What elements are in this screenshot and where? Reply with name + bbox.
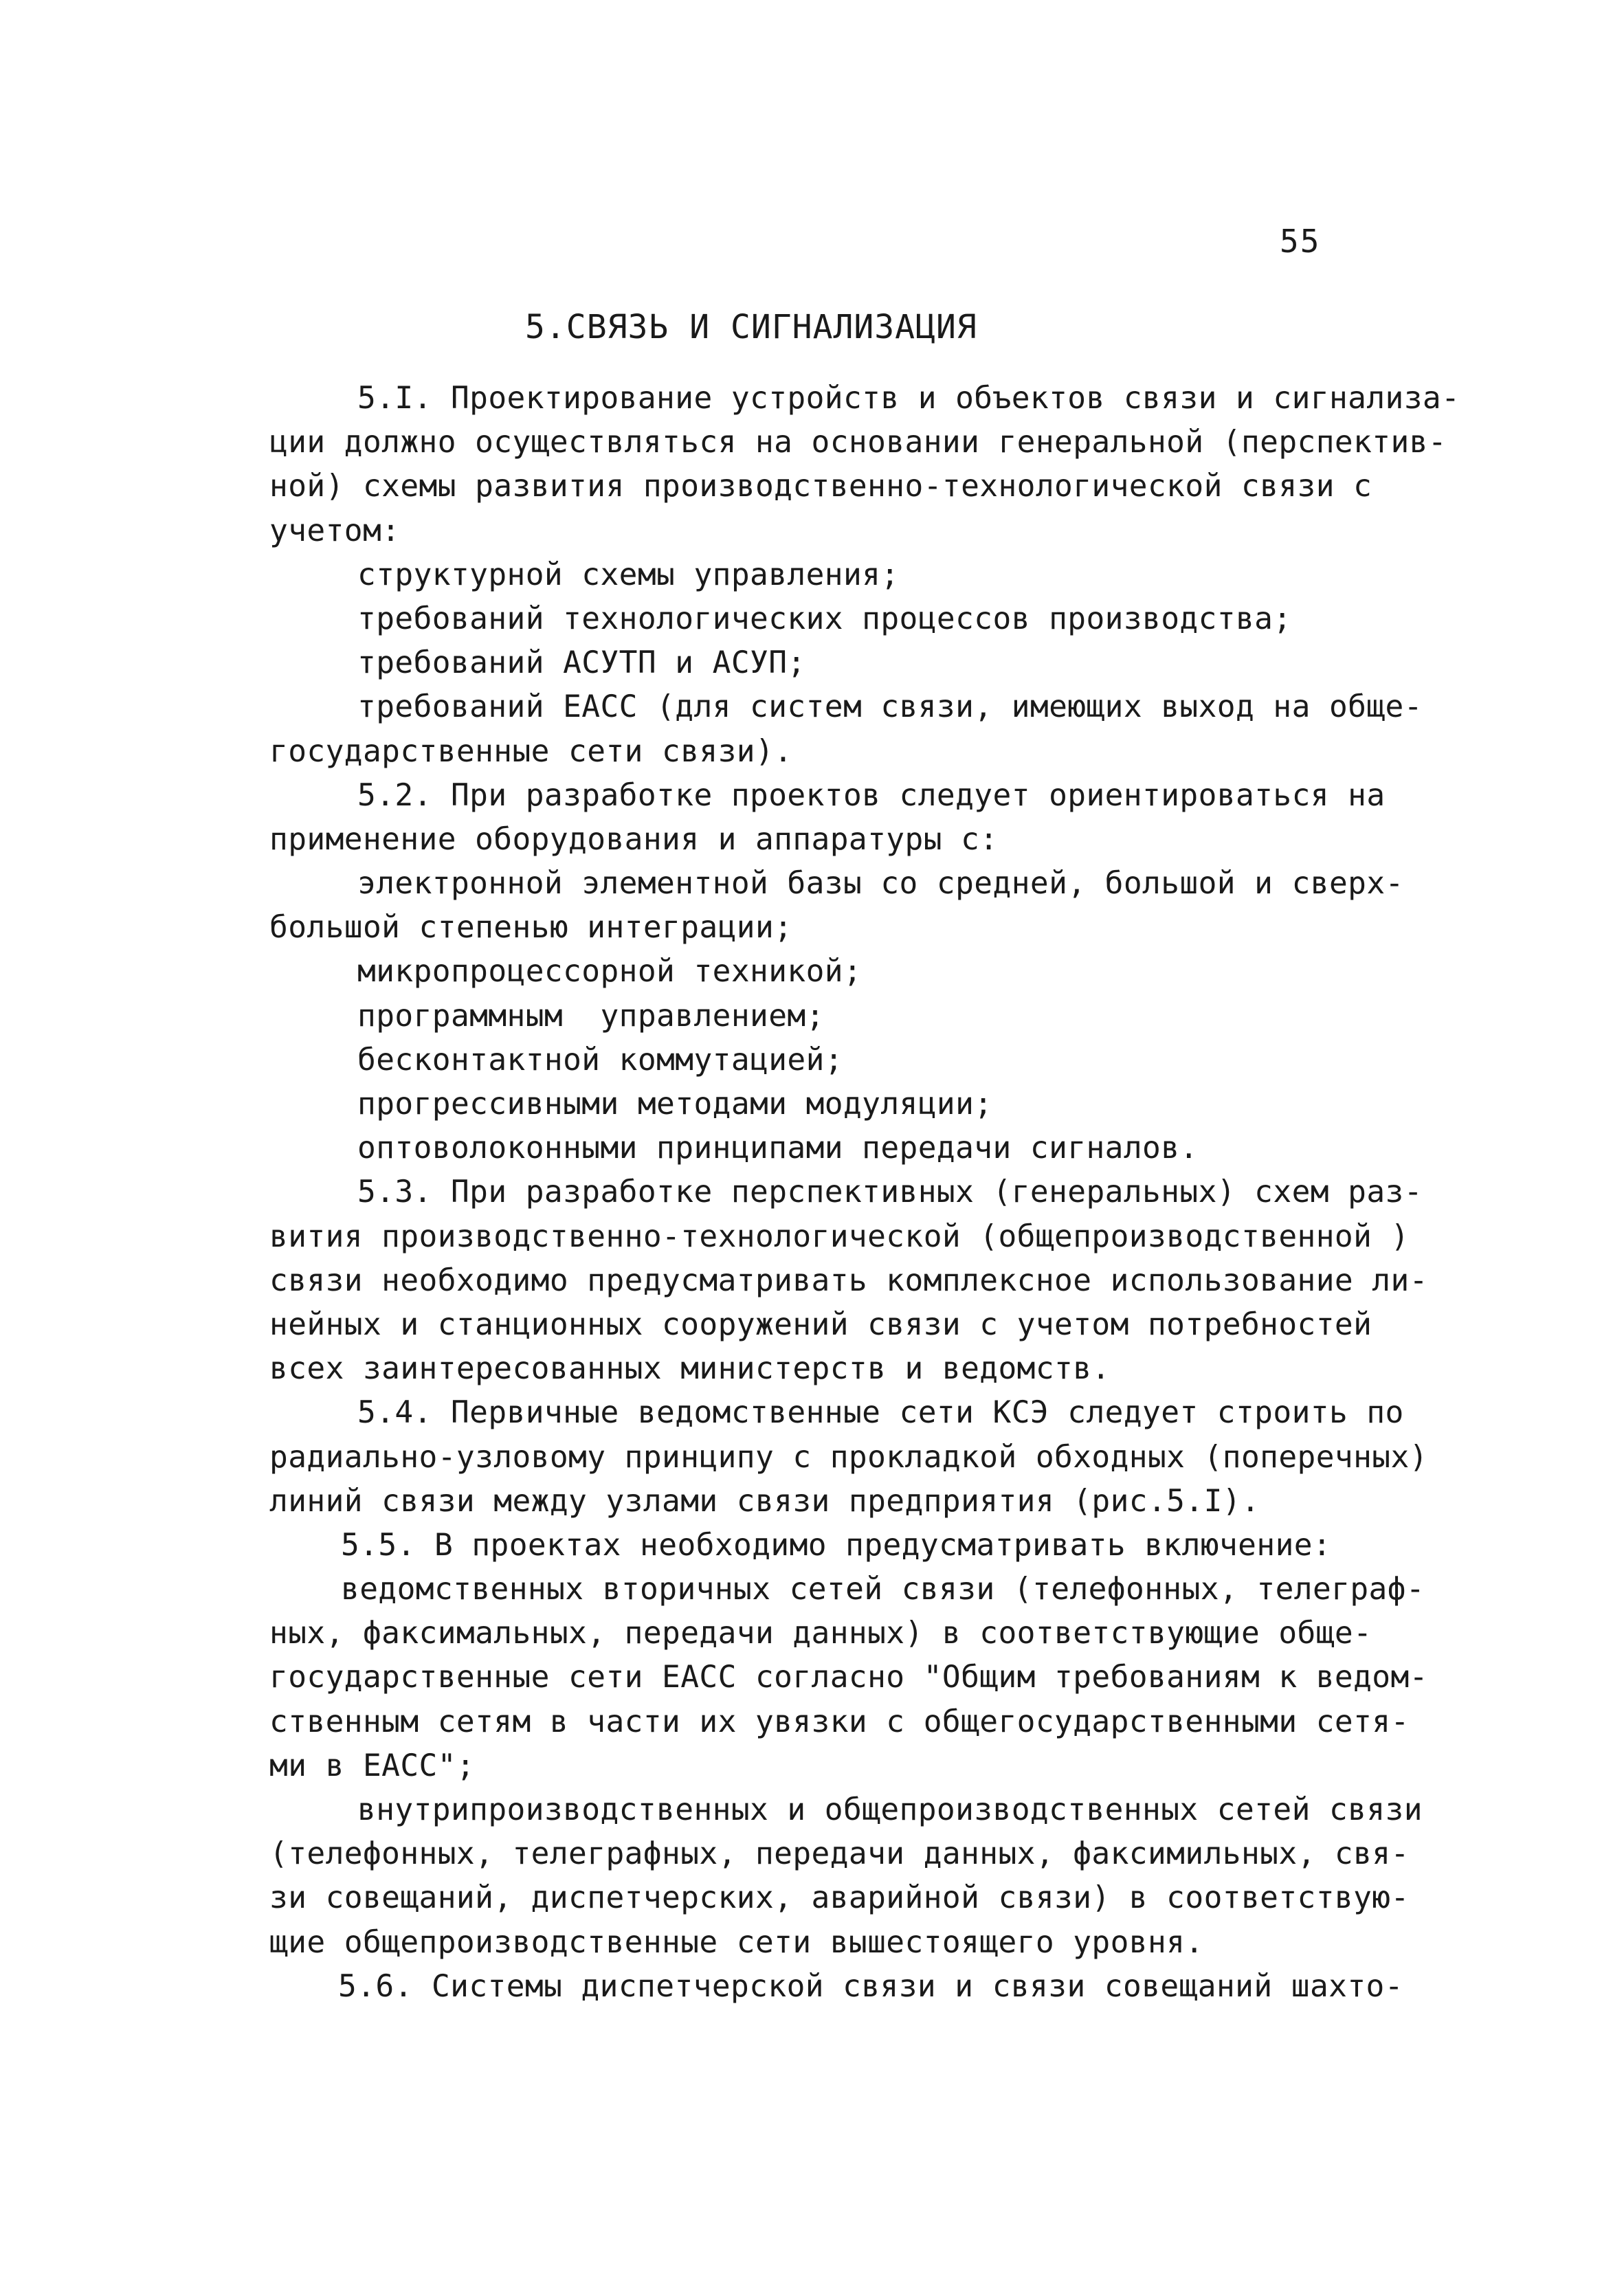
text-line: вития производственно-технологической (общепроизводственной ) xyxy=(269,1218,1410,1254)
page-number: 55 xyxy=(1280,223,1321,260)
text-line: микропроцессорной техникой; xyxy=(357,954,863,990)
text-line: применение оборудования и аппаратуры с: xyxy=(269,821,999,857)
text-line: 5.6. Системы диспетчерской связи и связи совещаний шахто- xyxy=(338,1968,1403,2004)
text-line: связи необходимо предусматривать комплексное использование ли- xyxy=(269,1262,1428,1298)
text-line: требований АСУТП и АСУП; xyxy=(357,645,806,681)
text-line: линий связи между узлами связи предприятия (рис.5.I). xyxy=(269,1483,1260,1519)
text-line: внутрипроизводственных и общепроизводственных сетей связи xyxy=(357,1792,1423,1827)
text-line: 5.5. В проектах необходимо предусматривать включение: xyxy=(341,1527,1332,1563)
text-line: требований технологических процессов производства; xyxy=(357,601,1292,636)
text-line: ных, факсимальных, передачи данных) в соответствующие обще- xyxy=(269,1616,1372,1651)
text-line: ной) схемы развития производственно-технологической связи с xyxy=(269,469,1372,504)
text-line: большой степенью интеграции; xyxy=(269,910,793,946)
text-line: 5.2. При разработке проектов следует ориентироваться на xyxy=(357,777,1386,813)
text-line: учетом: xyxy=(269,513,401,548)
text-line: радиально-узловому принципу с прокладкой обходных (поперечных) xyxy=(269,1439,1428,1475)
text-line: 5.4. Первичные ведомственные сети КСЭ следует строить по xyxy=(357,1395,1404,1431)
text-line: всех заинтересованных министерств и ведомств. xyxy=(269,1351,1111,1387)
text-line: ми в ЕАСС"; xyxy=(269,1748,476,1783)
text-line: ственным сетям в части их увязки с общегосударственными сетя- xyxy=(269,1704,1410,1739)
text-line: государственные сети ЕАСС согласно "Общим требованиям к ведом- xyxy=(269,1660,1428,1695)
text-line: 5.I. Проектирование устройств и объектов связи и сигнализа- xyxy=(357,381,1460,416)
text-line: государственные сети связи). xyxy=(269,733,793,769)
text-line: ции должно осуществляться на основании генеральной (перспектив- xyxy=(269,425,1447,460)
text-line: программным управлением; xyxy=(357,998,825,1034)
text-line: ведомственных вторичных сетей связи (телефонных, телеграф- xyxy=(341,1572,1425,1607)
section-title: 5.СВЯЗЬ И СИГНАЛИЗАЦИЯ xyxy=(525,308,977,346)
text-line: оптоволоконными принципами передачи сигналов. xyxy=(357,1131,1199,1166)
text-line: щие общепроизводственные сети вышестоящего уровня. xyxy=(269,1924,1204,1960)
text-line: электронной элементной базы со средней, большой и сверх- xyxy=(357,866,1404,902)
text-line: требований ЕАСС (для систем связи, имеющих выход на обще- xyxy=(357,689,1423,725)
document-body xyxy=(269,377,1460,2009)
text-line: структурной схемы управления; xyxy=(357,557,900,592)
text-line: нейных и станционных сооружений связи с учетом потребностей xyxy=(269,1306,1372,1342)
text-line: зи совещаний, диспетчерских, аварийной связи) в соответствую- xyxy=(269,1880,1410,1916)
text-line: 5.3. При разработке перспективных (генеральных) схем раз- xyxy=(357,1174,1423,1210)
text-line: бесконтактной коммутацией; xyxy=(357,1042,843,1078)
text-line: (телефонных, телеграфных, передачи данных, факсимильных, свя- xyxy=(269,1836,1410,1872)
text-line: прогрессивными методами модуляции; xyxy=(357,1087,993,1122)
